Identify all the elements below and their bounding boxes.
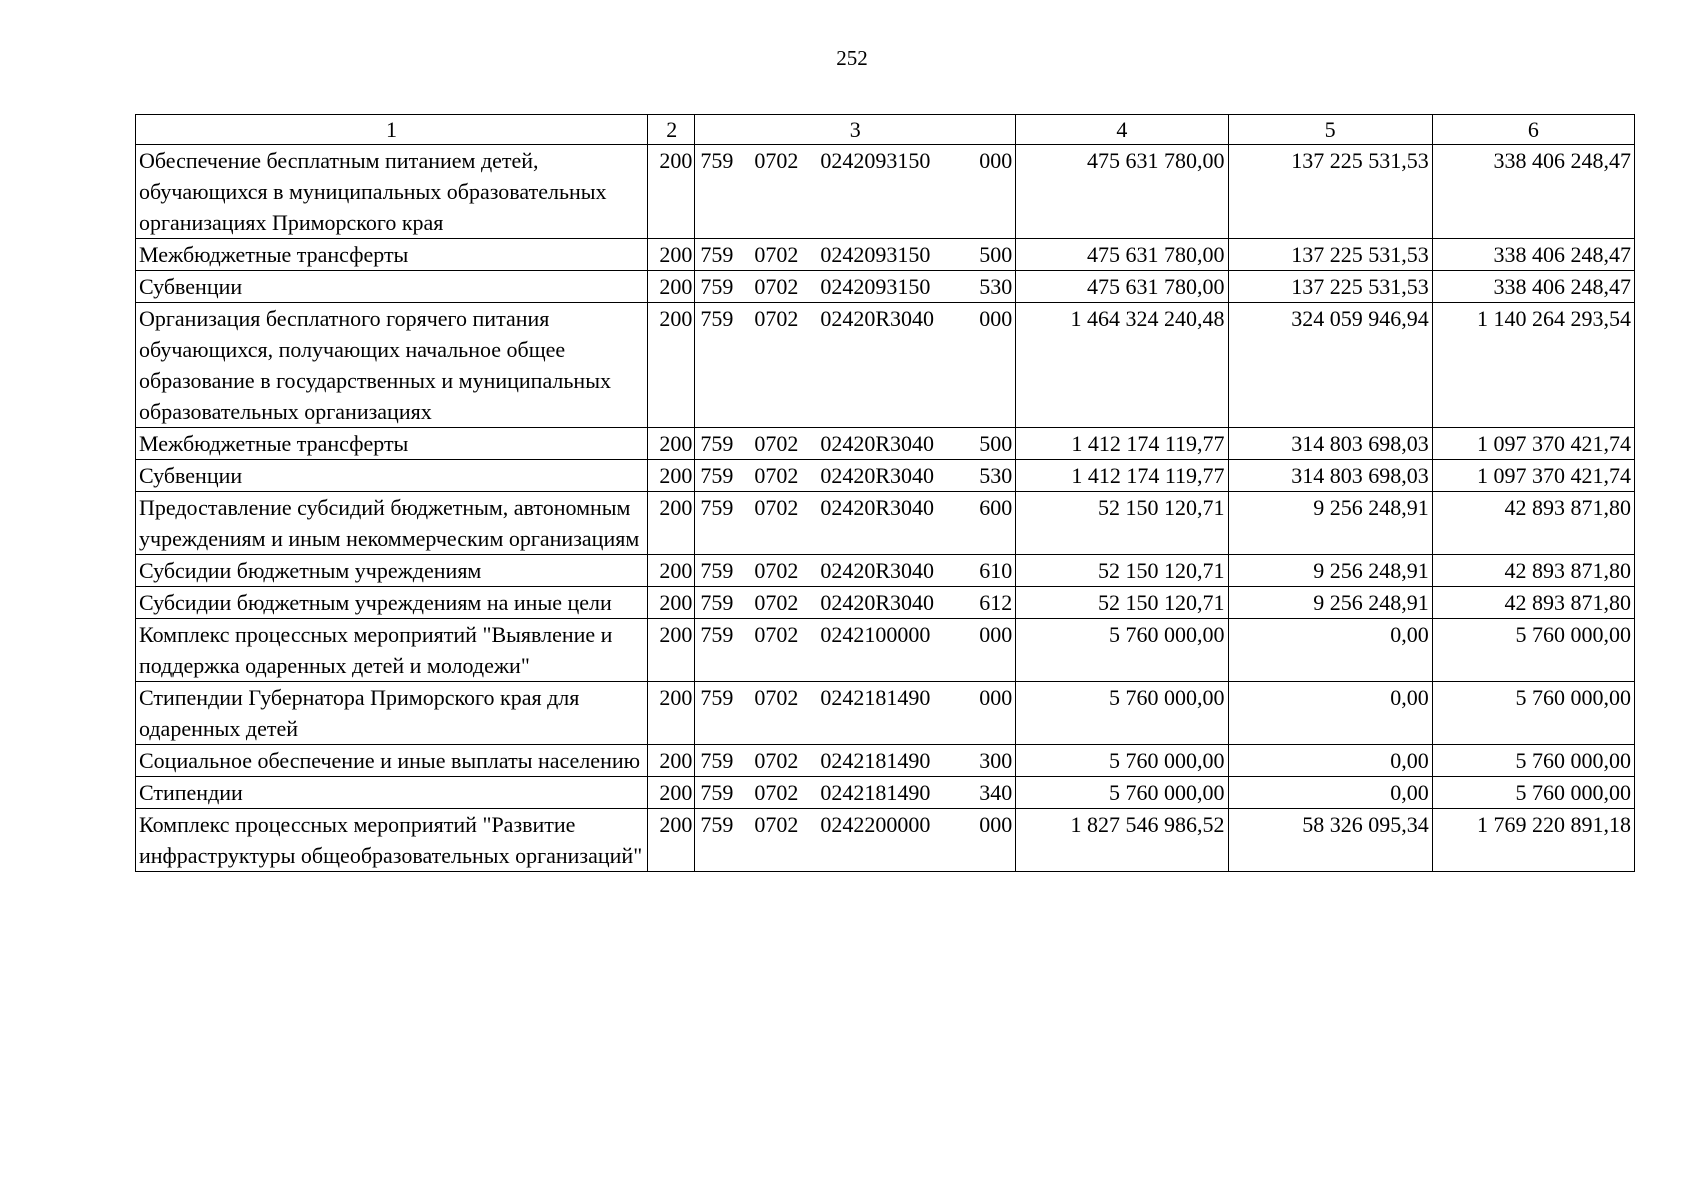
row-value-6: 42 893 871,80 <box>1432 555 1634 587</box>
row-admin-code: 200 <box>648 145 695 239</box>
table-row <box>136 619 1635 682</box>
row-name: Субсидии бюджетным учреждениям на иные цели <box>136 587 648 619</box>
row-target-code: 0242181490 <box>820 685 931 710</box>
row-name: Предоставление субсидий бюджетным, автономным учреждениям и иным некоммерческим организациям <box>136 492 648 555</box>
row-admin-code: 200 <box>648 271 695 303</box>
row-value-5: 137 225 531,53 <box>1228 271 1432 303</box>
row-target-code: 0242181490 <box>820 748 931 773</box>
row-chapter-code: 759 <box>700 242 734 267</box>
row-expense-type-code: 500 <box>979 242 1013 267</box>
row-value-5: 9 256 248,91 <box>1228 587 1432 619</box>
row-section-code: 0702 <box>754 622 799 647</box>
table-row <box>136 428 1635 460</box>
row-name: Комплекс процессных мероприятий "Выявление и поддержка одаренных детей и молодежи" <box>136 619 648 682</box>
row-target-code: 0242093150 <box>820 148 931 173</box>
row-admin-code: 200 <box>648 239 695 271</box>
row-value-5: 0,00 <box>1228 745 1432 777</box>
row-classification-code <box>695 777 1016 809</box>
table-row <box>136 777 1635 809</box>
row-value-6: 338 406 248,47 <box>1432 239 1634 271</box>
row-admin-code: 200 <box>648 303 695 428</box>
row-value-6: 5 760 000,00 <box>1432 777 1634 809</box>
row-admin-code: 200 <box>648 587 695 619</box>
row-section-code: 0702 <box>754 780 799 805</box>
row-admin-code: 200 <box>648 809 695 872</box>
row-value-6: 1 097 370 421,74 <box>1432 460 1634 492</box>
row-value-4: 5 760 000,00 <box>1016 619 1228 682</box>
table-row <box>136 745 1635 777</box>
row-value-4: 1 412 174 119,77 <box>1016 460 1228 492</box>
row-value-5: 58 326 095,34 <box>1228 809 1432 872</box>
row-target-code: 0242100000 <box>820 622 931 647</box>
row-name: Обеспечение бесплатным питанием детей, обучающихся в муниципальных образовательных организациях Приморского края <box>136 145 648 239</box>
row-value-4: 52 150 120,71 <box>1016 492 1228 555</box>
row-section-code: 0702 <box>754 242 799 267</box>
row-admin-code: 200 <box>648 555 695 587</box>
row-value-4: 475 631 780,00 <box>1016 239 1228 271</box>
row-section-code: 0702 <box>754 685 799 710</box>
row-value-4: 475 631 780,00 <box>1016 145 1228 239</box>
row-target-code: 02420R3040 <box>820 431 935 456</box>
row-name: Стипендии <box>136 777 648 809</box>
row-value-5: 137 225 531,53 <box>1228 145 1432 239</box>
row-name: Комплекс процессных мероприятий "Развитие инфраструктуры общеобразовательных организаций" <box>136 809 648 872</box>
table-row <box>136 587 1635 619</box>
row-target-code: 02420R3040 <box>820 495 935 520</box>
row-value-6: 5 760 000,00 <box>1432 619 1634 682</box>
row-value-4: 1 412 174 119,77 <box>1016 428 1228 460</box>
row-admin-code: 200 <box>648 460 695 492</box>
row-section-code: 0702 <box>754 590 799 615</box>
row-admin-code: 200 <box>648 777 695 809</box>
row-value-5: 0,00 <box>1228 619 1432 682</box>
table-row <box>136 271 1635 303</box>
row-value-4: 5 760 000,00 <box>1016 777 1228 809</box>
budget-table <box>135 114 1635 872</box>
row-section-code: 0702 <box>754 306 799 331</box>
row-value-5: 137 225 531,53 <box>1228 239 1432 271</box>
row-expense-type-code: 000 <box>979 622 1013 647</box>
row-section-code: 0702 <box>754 495 799 520</box>
row-name: Социальное обеспечение и иные выплаты населению <box>136 745 648 777</box>
row-name: Межбюджетные трансферты <box>136 239 648 271</box>
table-row <box>136 239 1635 271</box>
row-value-5: 9 256 248,91 <box>1228 555 1432 587</box>
row-target-code: 0242200000 <box>820 812 931 837</box>
row-target-code: 0242181490 <box>820 780 931 805</box>
row-classification-code <box>695 619 1016 682</box>
row-classification-code <box>695 303 1016 428</box>
row-name: Субвенции <box>136 271 648 303</box>
row-chapter-code: 759 <box>700 148 734 173</box>
row-value-6: 5 760 000,00 <box>1432 682 1634 745</box>
row-value-5: 9 256 248,91 <box>1228 492 1432 555</box>
row-target-code: 0242093150 <box>820 274 931 299</box>
row-value-6: 5 760 000,00 <box>1432 745 1634 777</box>
row-value-6: 338 406 248,47 <box>1432 145 1634 239</box>
row-admin-code: 200 <box>648 745 695 777</box>
row-value-4: 1 827 546 986,52 <box>1016 809 1228 872</box>
row-chapter-code: 759 <box>700 590 734 615</box>
table-row <box>136 145 1635 239</box>
header-col-6: 6 <box>1432 115 1634 145</box>
table-row <box>136 555 1635 587</box>
row-value-4: 1 464 324 240,48 <box>1016 303 1228 428</box>
table-row <box>136 492 1635 555</box>
row-expense-type-code: 530 <box>979 463 1013 488</box>
row-value-6: 1 097 370 421,74 <box>1432 428 1634 460</box>
row-value-5: 324 059 946,94 <box>1228 303 1432 428</box>
row-classification-code <box>695 555 1016 587</box>
row-target-code: 02420R3040 <box>820 558 935 583</box>
row-classification-code <box>695 428 1016 460</box>
row-value-5: 314 803 698,03 <box>1228 428 1432 460</box>
row-expense-type-code: 000 <box>979 148 1013 173</box>
row-expense-type-code: 530 <box>979 274 1013 299</box>
row-section-code: 0702 <box>754 812 799 837</box>
row-admin-code: 200 <box>648 492 695 555</box>
row-section-code: 0702 <box>754 148 799 173</box>
row-value-4: 475 631 780,00 <box>1016 271 1228 303</box>
row-chapter-code: 759 <box>700 780 734 805</box>
table-row <box>136 809 1635 872</box>
row-classification-code <box>695 745 1016 777</box>
row-expense-type-code: 612 <box>979 590 1013 615</box>
table-row <box>136 682 1635 745</box>
row-chapter-code: 759 <box>700 685 734 710</box>
row-target-code: 02420R3040 <box>820 306 935 331</box>
row-target-code: 02420R3040 <box>820 590 935 615</box>
row-value-5: 314 803 698,03 <box>1228 460 1432 492</box>
row-chapter-code: 759 <box>700 463 734 488</box>
row-classification-code <box>695 145 1016 239</box>
row-section-code: 0702 <box>754 748 799 773</box>
row-classification-code <box>695 492 1016 555</box>
table-row <box>136 460 1635 492</box>
row-chapter-code: 759 <box>700 431 734 456</box>
row-name: Межбюджетные трансферты <box>136 428 648 460</box>
row-section-code: 0702 <box>754 558 799 583</box>
row-expense-type-code: 340 <box>979 780 1013 805</box>
row-chapter-code: 759 <box>700 558 734 583</box>
row-expense-type-code: 000 <box>979 812 1013 837</box>
row-chapter-code: 759 <box>700 812 734 837</box>
row-classification-code <box>695 271 1016 303</box>
row-expense-type-code: 300 <box>979 748 1013 773</box>
row-value-4: 5 760 000,00 <box>1016 682 1228 745</box>
row-target-code: 02420R3040 <box>820 463 935 488</box>
row-chapter-code: 759 <box>700 306 734 331</box>
row-section-code: 0702 <box>754 463 799 488</box>
table-header-row <box>136 115 1635 145</box>
row-target-code: 0242093150 <box>820 242 931 267</box>
row-value-4: 5 760 000,00 <box>1016 745 1228 777</box>
header-col-1: 1 <box>136 115 648 145</box>
row-classification-code <box>695 809 1016 872</box>
row-name: Субсидии бюджетным учреждениям <box>136 555 648 587</box>
row-value-6: 1 140 264 293,54 <box>1432 303 1634 428</box>
row-value-6: 338 406 248,47 <box>1432 271 1634 303</box>
row-classification-code <box>695 460 1016 492</box>
row-expense-type-code: 610 <box>979 558 1013 583</box>
row-name: Организация бесплатного горячего питания обучающихся, получающих начальное общее образование в государственных и муниципальных образовательных организациях <box>136 303 648 428</box>
row-chapter-code: 759 <box>700 748 734 773</box>
page-number: 252 <box>836 46 868 70</box>
row-name: Стипендии Губернатора Приморского края для одаренных детей <box>136 682 648 745</box>
row-expense-type-code: 000 <box>979 306 1013 331</box>
row-value-6: 1 769 220 891,18 <box>1432 809 1634 872</box>
row-chapter-code: 759 <box>700 622 734 647</box>
row-value-5: 0,00 <box>1228 682 1432 745</box>
header-col-4: 4 <box>1016 115 1228 145</box>
row-expense-type-code: 600 <box>979 495 1013 520</box>
table-row <box>136 303 1635 428</box>
row-section-code: 0702 <box>754 274 799 299</box>
row-classification-code <box>695 587 1016 619</box>
row-value-6: 42 893 871,80 <box>1432 587 1634 619</box>
row-admin-code: 200 <box>648 682 695 745</box>
row-name: Субвенции <box>136 460 648 492</box>
row-value-4: 52 150 120,71 <box>1016 555 1228 587</box>
header-col-3: 3 <box>695 115 1016 145</box>
row-admin-code: 200 <box>648 428 695 460</box>
header-col-2: 2 <box>648 115 695 145</box>
row-chapter-code: 759 <box>700 274 734 299</box>
row-expense-type-code: 500 <box>979 431 1013 456</box>
row-section-code: 0702 <box>754 431 799 456</box>
row-classification-code <box>695 239 1016 271</box>
row-value-6: 42 893 871,80 <box>1432 492 1634 555</box>
row-admin-code: 200 <box>648 619 695 682</box>
header-col-5: 5 <box>1228 115 1432 145</box>
row-chapter-code: 759 <box>700 495 734 520</box>
row-expense-type-code: 000 <box>979 685 1013 710</box>
table-body <box>136 145 1635 872</box>
row-value-4: 52 150 120,71 <box>1016 587 1228 619</box>
row-classification-code <box>695 682 1016 745</box>
row-value-5: 0,00 <box>1228 777 1432 809</box>
